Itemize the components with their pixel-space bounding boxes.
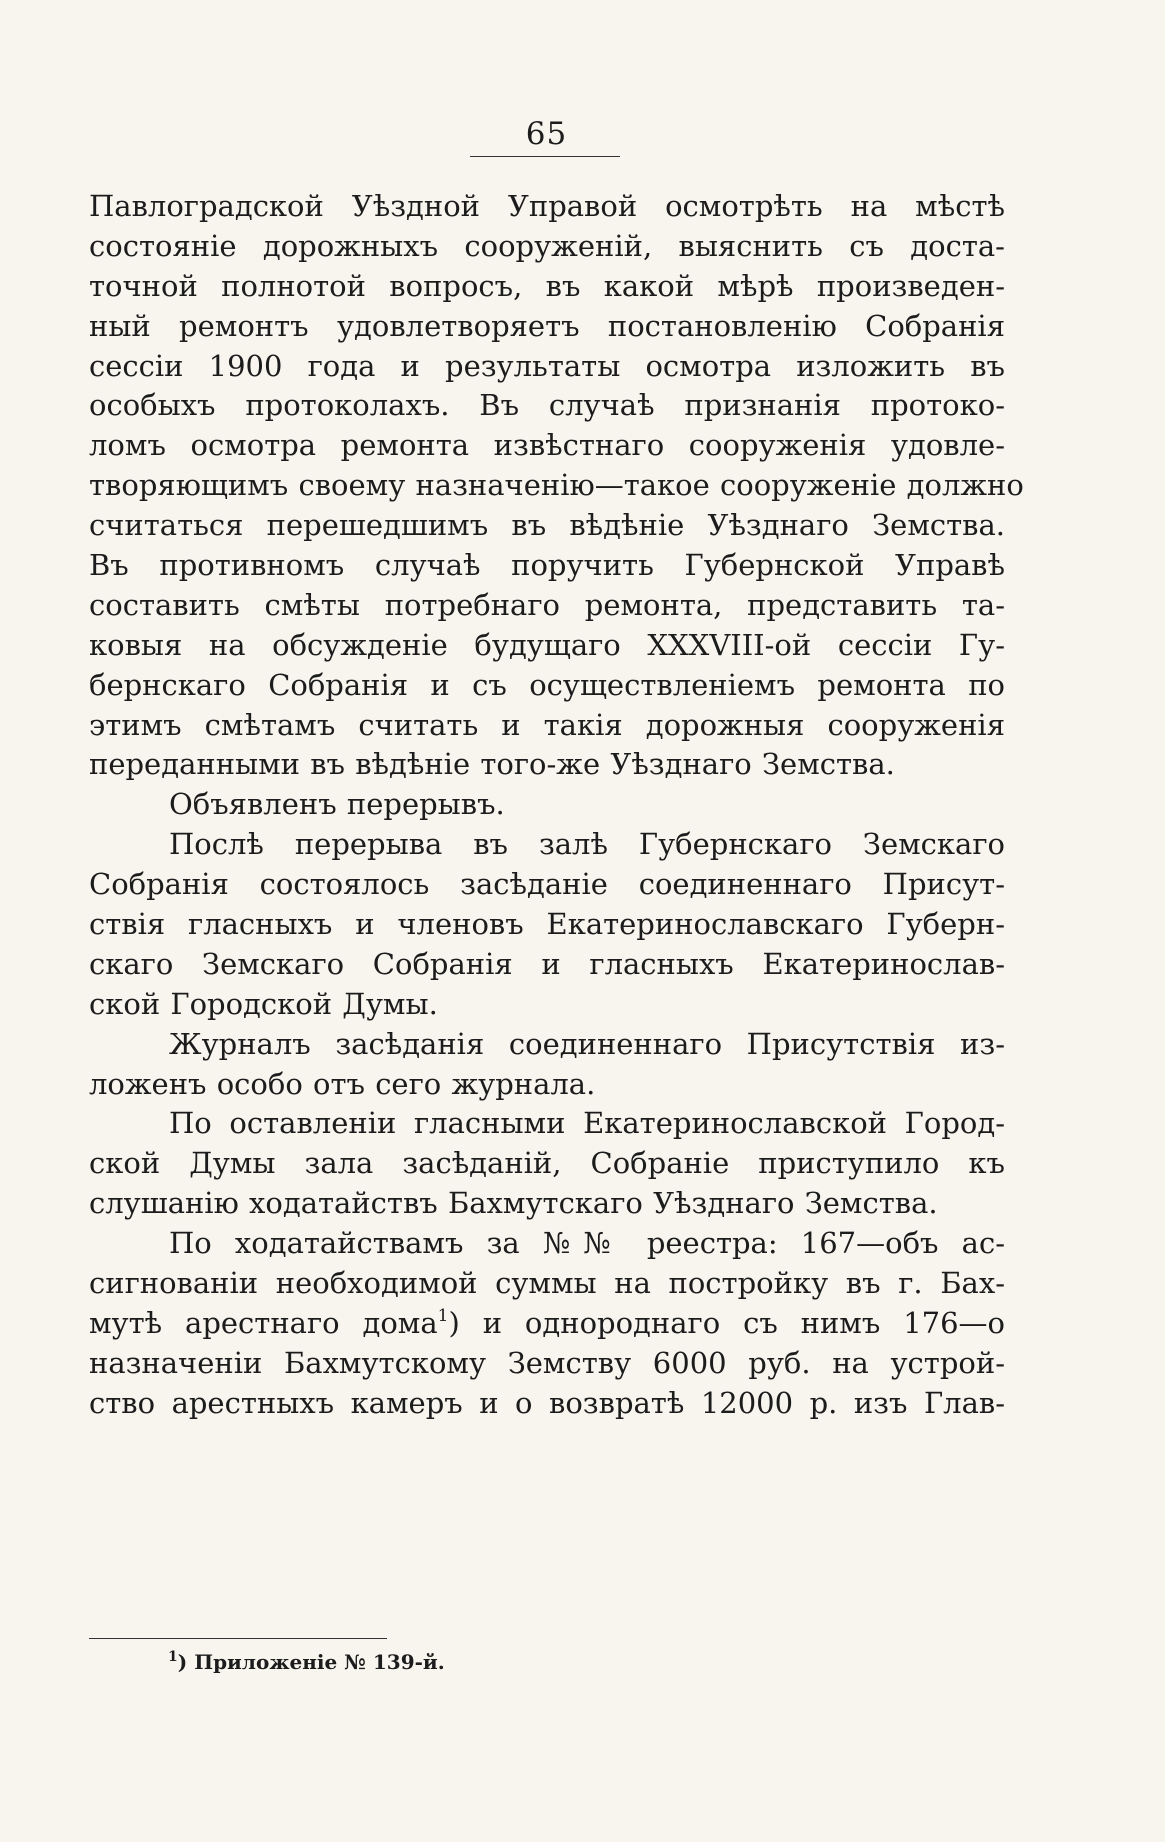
text-line: ный ремонтъ удовлетворяетъ постановленію Собранія	[89, 308, 1005, 343]
text-line: творяющимъ своему назначенію—такое сооруженіе должно	[89, 468, 1024, 503]
text-line: Въ противномъ случаѣ поручить Губернской Управѣ	[89, 548, 1005, 583]
text-line: ской Думы зала засѣданій, Собраніе приступило къ	[89, 1146, 1005, 1181]
text-line: Послѣ перерыва въ залѣ Губернскаго Земскаго	[169, 827, 1005, 862]
footnote-bracket: )	[177, 1650, 188, 1674]
text-line: ложенъ особо отъ сего журнала.	[89, 1066, 596, 1101]
footnote-ref-bracket: )	[448, 1305, 460, 1340]
footnote-marker: 1	[168, 1649, 178, 1665]
text-line: слушанію ходатайствъ Бахмутскаго Уѣзднаго Земства.	[89, 1186, 938, 1221]
text-line: Павлоградской Уѣздной Управой осмотрѣть на мѣстѣ	[89, 189, 1005, 223]
text-line: Объявленъ перерывъ.	[169, 787, 505, 822]
footnote	[168, 1648, 445, 1676]
text-line: переданными въ вѣдѣніе того-же Уѣзднаго Земства.	[89, 747, 895, 782]
text-line: ковыя на обсужденіе будущаго XXXVIII-ой сессіи Гу-	[89, 627, 1005, 662]
text-line: сессіи 1900 года и результаты осмотра изложить въ	[89, 348, 1005, 383]
header-rule	[470, 156, 620, 157]
text-line: Собранія состоялось засѣданіе соединеннаго Присут-	[89, 867, 1005, 902]
page-number: 65	[525, 116, 568, 152]
text-line: составить смѣты потребнаго ремонта, представить та-	[89, 587, 1005, 622]
text-line: бернскаго Собранія и съ осуществленіемъ ремонта по	[89, 667, 1005, 702]
text-fragment: мутѣ арестнаго дома	[89, 1305, 438, 1340]
text-line: назначеніи Бахмутскому Земству 6000 руб. на устрой-	[89, 1345, 1005, 1380]
text-line: сигнованіи необходимой суммы на постройку въ г. Бах-	[89, 1266, 1005, 1301]
text-line: ской Городской Думы.	[89, 986, 438, 1021]
text-line: ство арестныхъ камеръ и о возвратѣ 12000 р. изъ Глав-	[89, 1385, 1005, 1420]
text-line: Журналъ засѣданія соединеннаго Присутствія из-	[169, 1026, 1005, 1061]
footnote-text: Приложеніе № 139-й.	[194, 1650, 445, 1674]
text-line: этимъ смѣтамъ считать и такія дорожныя сооруженія	[89, 707, 1005, 742]
text-line: состояніе дорожныхъ сооруженій, выяснить съ доста-	[89, 228, 1005, 263]
text-line: особыхъ протоколахъ. Въ случаѣ признанія протоко-	[89, 388, 1005, 423]
text-fragment: и однороднаго съ нимъ 176—о	[482, 1305, 1006, 1340]
text-line: ломъ осмотра ремонта извѣстнаго сооруженія удовле-	[89, 428, 1005, 463]
footnote-ref: 1	[437, 1305, 449, 1326]
body-text	[89, 187, 1024, 1424]
text-line: По оставленіи гласными Екатеринославской Город-	[169, 1106, 1005, 1141]
footnote-rule	[89, 1638, 387, 1639]
text-line: По ходатайствамъ за №№ реестра: 167—объ ас-	[169, 1226, 1005, 1261]
text-line: ствія гласныхъ и членовъ Екатеринославскаго Губерн-	[89, 907, 1005, 942]
text-line: скаго Земскаго Собранія и гласныхъ Екатеринослав-	[89, 946, 1005, 981]
text-line: считаться перешедшимъ въ вѣдѣніе Уѣзднаго Земства.	[89, 508, 1005, 543]
text-line	[89, 1304, 1005, 1344]
text-line: точной полнотой вопросъ, въ какой мѣрѣ произведен-	[89, 268, 1005, 303]
